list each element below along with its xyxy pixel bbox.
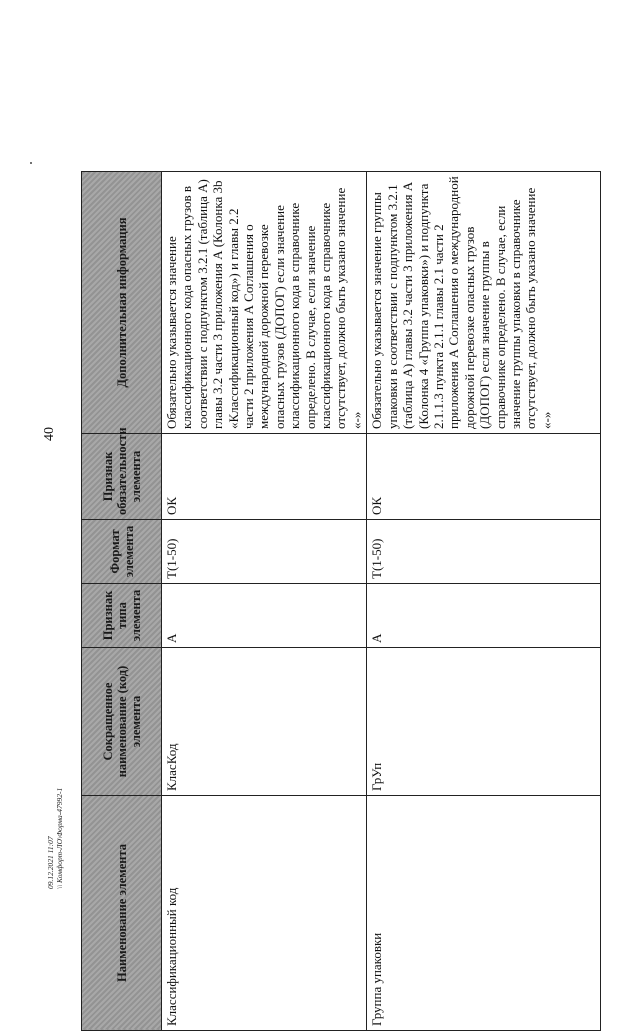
cell-element-required: ОК — [367, 434, 601, 520]
cell-element-type: А — [367, 584, 601, 648]
document-footer — [46, 689, 74, 889]
header-element-required: Признак обязательности элемента — [82, 434, 162, 520]
header-element-code: Сокращенное наименование (код) элемента — [82, 648, 162, 796]
table-row — [367, 172, 601, 1031]
cell-element-format: Т(1-50) — [162, 520, 367, 584]
header-element-name: Наименование элемента — [82, 796, 162, 1031]
page-number: 40 — [42, 427, 57, 441]
cell-element-name: Группа упаковки — [367, 796, 601, 1031]
scan-speck — [30, 162, 32, 164]
cell-element-format: Т(1-50) — [367, 520, 601, 584]
data-table-rotated — [81, 171, 601, 1031]
header-additional-info: Дополнительная информация — [82, 172, 162, 434]
cell-element-code: КласКод — [162, 648, 367, 796]
footer-timestamp: 09.12.2021 11:07 — [46, 836, 55, 889]
cell-element-code: ГрУп — [367, 648, 601, 796]
cell-element-type: А — [162, 584, 367, 648]
header-element-format: Формат элемента — [82, 520, 162, 584]
data-table — [81, 171, 601, 1031]
header-element-type: Признак типа элемента — [82, 584, 162, 648]
cell-element-required: ОК — [162, 434, 367, 520]
cell-additional-info: Обязательно указывается значение классификационного кода опасных грузов в соответствии с подпунктом 3.2.1 (таблица А) главы 3.2 части 3 приложения А (Колонка 3b «Классификационный код») и главы 2.2 части 2 приложения А Соглашения о международной дорожной перевозке опасных грузов (ДОПОГ) если значение классификационного кода в справочнике определено. В случае, если значение классификационного кода в справочнике отсутствует, должно быть указано значение «-» — [162, 172, 367, 434]
cell-element-name: Классификационный код — [162, 796, 367, 1031]
cell-additional-info: Обязательно указывается значение группы упаковки в соответствии с подпунктом 3.2.1 (таблица А) главы 3.2 части 3 приложения А (Колонка 4 «Группа упаковки») и подпункта 2.1.1.3 пункта 2.1.1 главы 2.1 части 2 приложения А Соглашения о международной дорожной перевозке опасных грузов (ДОПОГ) если значение группы в справочнике определено. В случае, если значение группы упаковки в справочнике отсутствует, должно быть указано значение «-» — [367, 172, 601, 434]
table-row — [162, 172, 367, 1031]
footer-path: \\ Комфорт-ЛО\Форма-47992-1 — [55, 787, 64, 889]
table-header-row — [82, 172, 162, 1031]
